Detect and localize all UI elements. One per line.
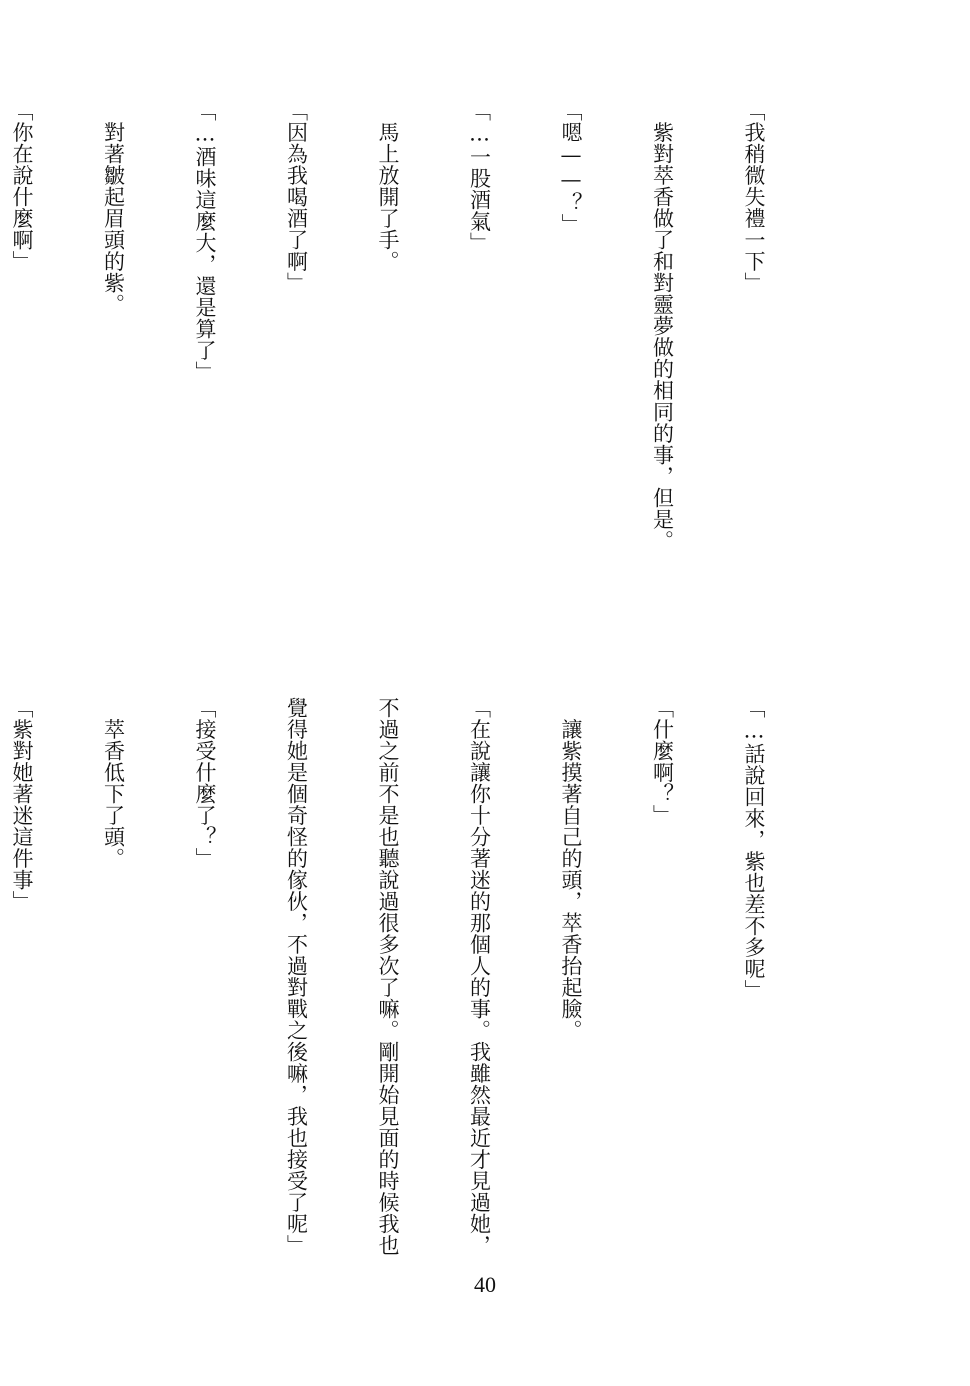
text-line: 「我稍微失禮一下」 [742,100,766,294]
text-line: 萃香低下了頭。 [101,697,126,869]
text-line: 覺得她是個奇怪的傢伙，不過對戰之後嘛，我也接受了呢」 [284,697,309,1256]
text-line: 紫對萃香做了和對靈夢做的相同的事，但是。 [650,100,675,552]
text-line: 讓紫摸著自己的頭，萃香抬起臉。 [559,697,583,1041]
upper-text-block [10,100,830,620]
text-line: 「在說讓你十分著迷的那個人的事。我雖然最近才見過她， [467,697,492,1256]
text-line: 「紫對她著迷這件事」 [10,697,34,912]
text-line: 不過之前不是也聽說過很多次了嘛。剛開始見面的時候我也 [376,697,400,1256]
text-line: 馬上放開了手。 [376,100,400,272]
text-line: 對著皺起眉頭的紫。 [101,100,126,315]
text-line: 「嗯——？」 [559,100,583,235]
text-line: 「因為我喝酒了啊」 [284,100,309,294]
text-line: 「…一股酒氣」 [467,100,492,254]
text-line: 「什麼啊？」 [650,697,675,826]
text-line: 「你在說什麼啊」 [10,100,34,272]
lower-text-block [10,697,830,1256]
page-number: 40 [474,1272,496,1297]
text-line: 「…酒味這麼大，還是算了」 [193,100,217,383]
text-line: 「接受什麼了？」 [193,697,217,869]
text-line: 「…話說回來，紫也差不多呢」 [742,697,766,1001]
